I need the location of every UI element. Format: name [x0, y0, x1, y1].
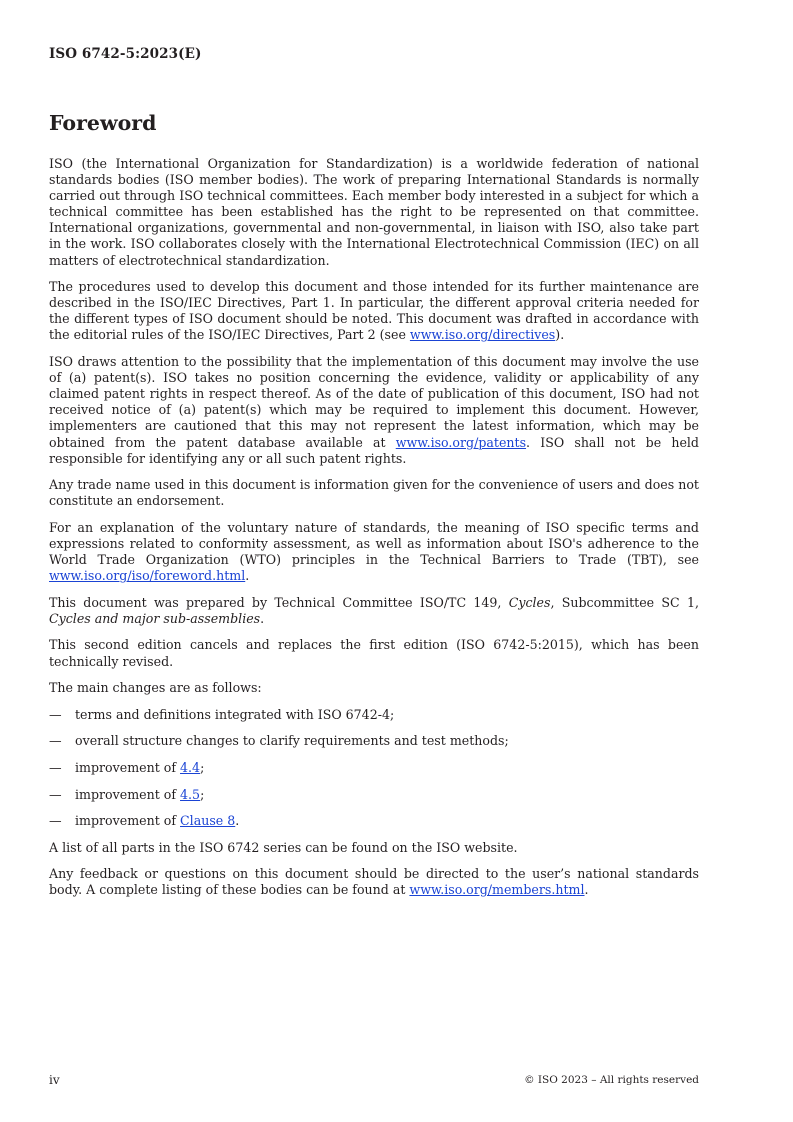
copyright-notice: © ISO 2023 – All rights reserved: [524, 1074, 699, 1086]
paragraph-iso-overview: ISO (the International Organization for Standardization) is a worldwide federation of national standards bodies (ISO member bodies). The work of preparing International Standards is normally carried out through ISO technical committees. Each member body interested in a subject for which a technical committee has been established has the right to be represented on that committee. International organizations, governmental and non-governmental, in liaison with ISO, also take part in the work. ISO collaborates closely with the International Electrotechnical Commission (IEC) on all matters of electrotechnical standardization.: [49, 156, 699, 268]
paragraph-trade-name: Any trade name used in this document is information given for the convenience of users and does not constitute an endorsement.: [49, 477, 699, 509]
foreword-body: [49, 156, 699, 909]
directives-link[interactable]: www.iso.org/directives: [409, 327, 556, 343]
dash-bullet: —: [49, 759, 62, 775]
page-number: iv: [49, 1073, 60, 1087]
paragraph-feedback: Any feedback or questions on this document should be directed to the user’s national standards body. A complete listing of these bodies can be found at www.iso.org/members.html.: [49, 866, 699, 898]
clause-4-4-link[interactable]: 4.4: [180, 759, 201, 775]
clause-4-5-link[interactable]: 4.5: [180, 786, 201, 802]
list-item: — terms and definitions integrated with ISO 6742-4;: [49, 706, 395, 722]
foreword-info-link[interactable]: www.iso.org/iso/foreword.html: [49, 568, 246, 584]
paragraph-main-changes-intro: The main changes are as follows:: [49, 680, 262, 696]
page-title: Foreword: [49, 111, 157, 135]
paragraph-voluntary-nature: For an explanation of the voluntary nature of standards, the meaning of ISO specific terms and expressions related to conformity assessment, as well as information about ISO's adherence to the World Trade Organization (WTO) principles in the Technical Barriers to Trade (TBT), see www.iso.org/iso/foreword.html.: [49, 519, 699, 584]
paragraph-series-list: A list of all parts in the ISO 6742 series can be found on the ISO website.: [49, 839, 518, 855]
paragraph-procedures: The procedures used to develop this document and those intended for its further maintenance are described in the ISO/IEC Directives, Part 1. In particular, the different approval criteria needed for the different types of ISO document should be noted. This document was drafted in accordance with the editorial rules of the ISO/IEC Directives, Part 2 (see www.iso.org/directives).: [49, 279, 699, 343]
document-id-header: ISO 6742-5:2023(E): [49, 46, 202, 62]
clause-8-link[interactable]: Clause 8: [180, 813, 236, 829]
list-item: — improvement of 4.4;: [49, 759, 205, 775]
paragraph-committee: This document was prepared by Technical Committee ISO/TC 149, Cycles, Subcommittee SC 1, Cycles and major sub-assemblies.: [49, 594, 699, 626]
paragraph-patents: ISO draws attention to the possibility that the implementation of this document may involve the use of (a) patent(s). ISO takes no position concerning the evidence, validity or applicability of any claimed patent rights in respect thereof. As of the date of publication of this document, ISO had not received notice of (a) patent(s) which may be required to implement this document. However, implementers are cautioned that this may not represent the latest information, which may be obtained from the patent database available at www.iso.org/patents. ISO shall not be held responsible for identifying any or all such patent rights.: [49, 354, 699, 466]
changes-list: [49, 707, 699, 829]
dash-bullet: —: [49, 786, 62, 802]
dash-bullet: —: [49, 706, 62, 722]
dash-bullet: —: [49, 813, 62, 829]
dash-bullet: —: [49, 733, 62, 749]
list-item: — overall structure changes to clarify requirements and test methods;: [49, 733, 509, 749]
paragraph-edition: This second edition cancels and replaces the first edition (ISO 6742-5:2015), which has been technically revised.: [49, 637, 699, 669]
patents-link[interactable]: www.iso.org/patents: [395, 434, 527, 450]
members-link[interactable]: www.iso.org/members.html: [409, 882, 585, 898]
list-item: — improvement of 4.5;: [49, 786, 205, 802]
list-item: — improvement of Clause 8.: [49, 813, 240, 829]
